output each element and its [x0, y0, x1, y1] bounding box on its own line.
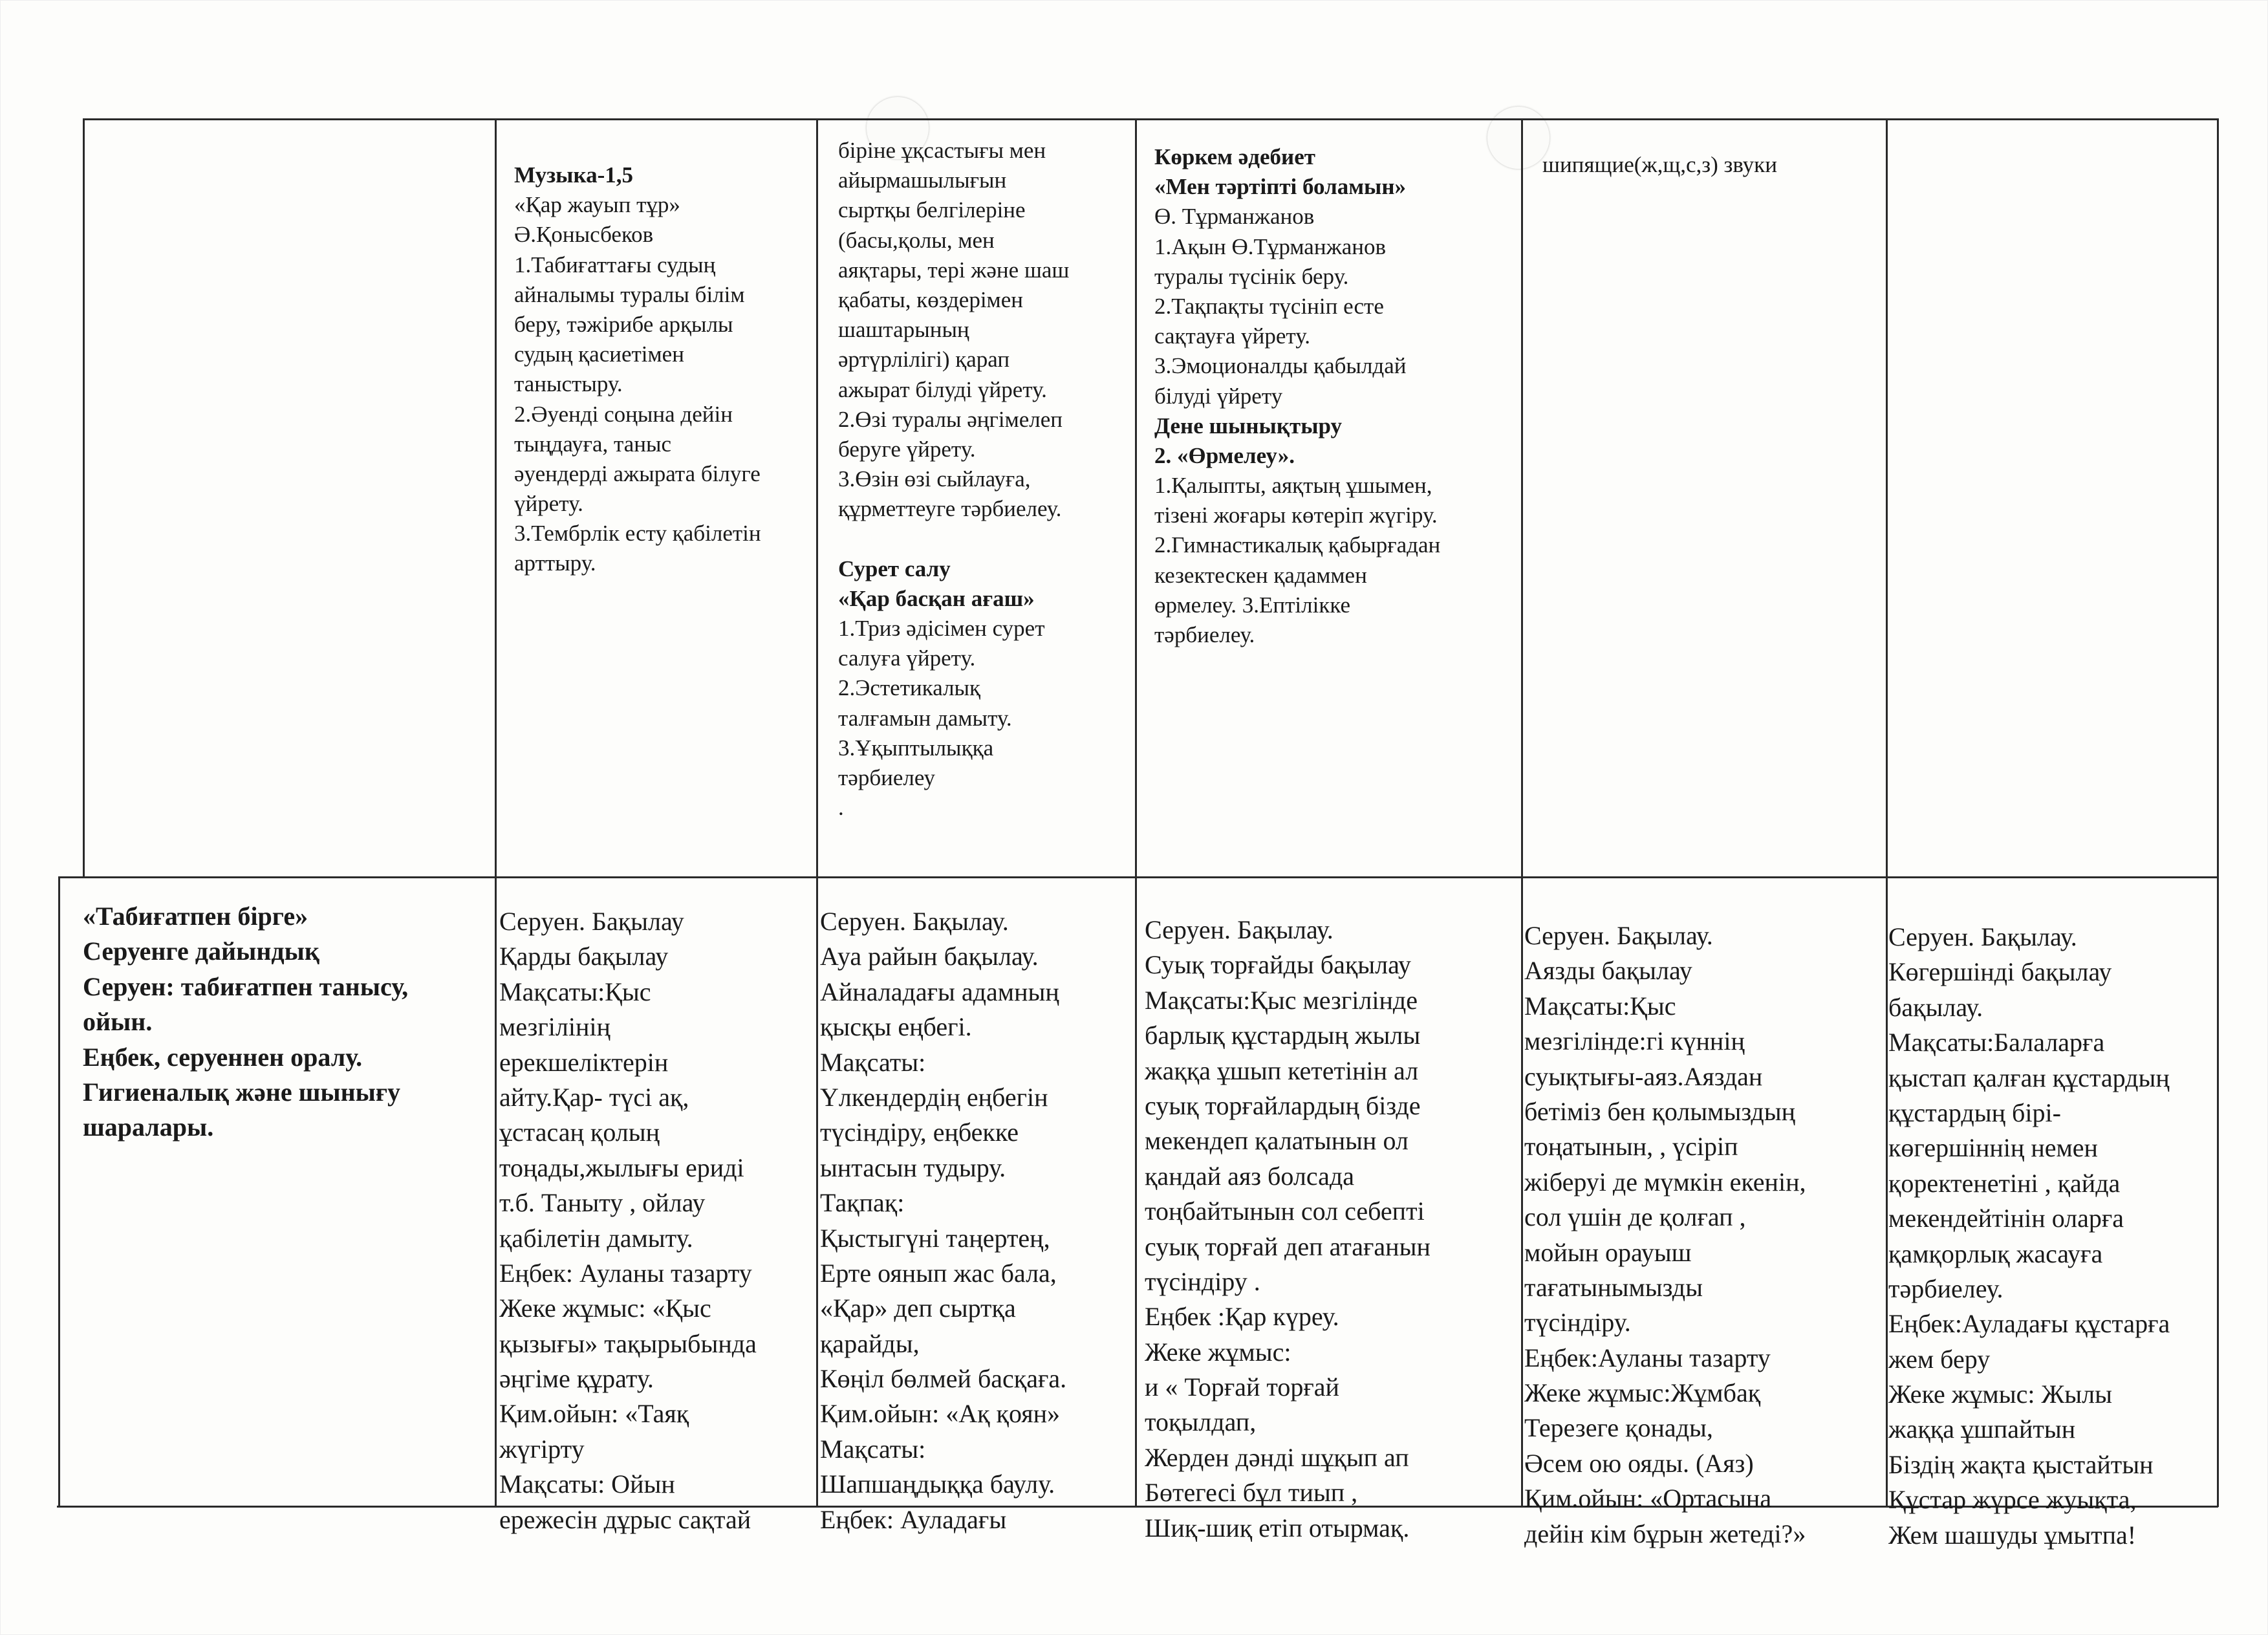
cell-text-line: айту.Қар- түсі ақ,: [499, 1082, 689, 1112]
cell-text-line: таныстыру.: [514, 371, 623, 397]
cell-text-line: қоректенетіні , қайда: [1888, 1168, 2121, 1198]
cell-text-line: «Қар» деп сыртқа: [820, 1294, 1016, 1323]
cell-text-line: «Қар жауып тұр»: [514, 192, 680, 218]
cell-text-line: қысқы еңбегі.: [820, 1012, 972, 1042]
cell-text-line: суықтығы-аяз.Аяздан: [1524, 1061, 1763, 1091]
row2-cell-walk-3: [1145, 913, 1520, 1546]
table-row-divider: [58, 876, 2218, 878]
cell-text-line: 2.Әуенді соңына дейін: [514, 401, 733, 427]
cell-text-line: ажырат білуді үйрету.: [838, 376, 1047, 402]
cell-text-line: ұстасаң қолың: [499, 1118, 660, 1147]
cell-text-line: Мақсаты:Балаларға: [1888, 1028, 2105, 1057]
cell-text-line: Біздің жақта қыстайтын: [1888, 1449, 2154, 1479]
cell-text-line: мекендейтінін оларға: [1888, 1204, 2124, 1233]
cell-text-line: Шапшаңдыққа баулу.: [820, 1469, 1055, 1499]
cell-text-line: Үлкендердің еңбегін: [820, 1082, 1048, 1112]
cell-text-line: тоңады,жылығы ериді: [499, 1153, 744, 1182]
cell-text-line: Еңбек: Ауланы тазарту: [499, 1258, 752, 1288]
cell-text-line: Жеке жұмыс: «Қыс: [499, 1294, 711, 1323]
row2-cell-heading: [83, 899, 490, 1145]
column-divider-1: [495, 118, 497, 1507]
cell-text-line: 3.Эмоционалды қабылдай: [1154, 353, 1407, 379]
cell-text-line: білуді үйрету: [1154, 383, 1283, 409]
cell-text-line: қамқорлық жасауға: [1888, 1239, 2103, 1268]
cell-text-line: туралы түсінік беру.: [1154, 263, 1349, 289]
cell-text-line: үйрету.: [514, 491, 583, 517]
cell-text-line: қыстап қалған құстардың: [1888, 1063, 2170, 1092]
cell-text-line: Жем шашуды ұмытпа!: [1888, 1520, 2137, 1550]
cell-text-line: Еңбек: Ауладағы: [820, 1504, 1007, 1534]
cell-text-line: Мақсаты:: [820, 1047, 926, 1077]
cell-text-line: мойын орауыш: [1524, 1237, 1692, 1267]
cell-text-line: Тақпақ:: [820, 1188, 905, 1218]
cell-text-line: Ерте оянып жас бала,: [820, 1258, 1057, 1288]
cell-text-line: Қим.ойын: «Таяқ: [499, 1399, 689, 1429]
cell-text-line: Жеке жұмыс:Жұмбақ: [1524, 1378, 1761, 1408]
cell-text-line: Қим.ойын: «Ортасына: [1524, 1484, 1772, 1513]
cell-text-line: тәрбиелеу.: [1154, 622, 1255, 647]
cell-text-line: жем беру: [1888, 1344, 1991, 1374]
column-divider-4: [1521, 118, 1523, 1507]
cell-text-line: Қим.ойын: «Ақ қоян»: [820, 1399, 1060, 1429]
cell-text-line: Музыка-1,5: [514, 162, 634, 188]
cell-text-line: Суық торғайды бақылау: [1145, 950, 1411, 980]
cell-text-line: Серуен. Бақылау.: [1888, 922, 2077, 951]
cell-text-line: Еңбек:Ауладағы құстарға: [1888, 1309, 2170, 1339]
cell-text-line: бетіміз бен қолымыздың: [1524, 1096, 1796, 1126]
cell-text-line: тоңатынын, , үсіріп: [1524, 1132, 1738, 1162]
cell-text-line: 2.Өзі туралы әңгімелеп: [838, 406, 1063, 432]
cell-text-line: Құстар жүрсе жуықта,: [1888, 1485, 2137, 1515]
cell-text-line: талғамын дамыту.: [838, 705, 1012, 731]
cell-text-line: Бөтегесі бұл тиып ,: [1145, 1478, 1358, 1508]
cell-text-line: салуға үйрету.: [838, 645, 976, 671]
cell-text-line: беруге үйрету.: [838, 436, 976, 462]
cell-text-line: аяқтары, тері және шаш: [838, 257, 1070, 283]
cell-text-line: «Мен тәртіпті боламын»: [1154, 174, 1407, 200]
cell-text-line: Серуенге дайындық: [83, 937, 319, 966]
cell-text-line: арттыру.: [514, 550, 596, 576]
cell-text-line: 2.Эстетикалық: [838, 675, 981, 701]
cell-text-line: шипящие(ж,щ,с,з) звуки: [1542, 152, 1777, 177]
row1-cell-drawing: [838, 136, 1132, 823]
cell-text-line: Аязды бақылау: [1524, 956, 1692, 986]
cell-text-line: судың қасиетімен: [514, 341, 684, 367]
cell-text-line: Әсем ою ояды. (Аяз): [1524, 1448, 1754, 1478]
row1-cell-music: [514, 160, 812, 579]
cell-text-line: қабаты, көздерімен: [838, 287, 1023, 312]
cell-text-line: Серуен. Бақылау.: [1524, 921, 1713, 950]
cell-text-line: Серуен: табиғатпен танысу,: [83, 971, 409, 1001]
cell-text-line: тізені жоғары көтеріп жүгіру.: [1154, 503, 1438, 528]
cell-text-line: суық торғай деп атағанын: [1145, 1231, 1431, 1261]
cell-text-line: Ө. Тұрманжанов: [1154, 204, 1315, 230]
cell-text-line: Көркем әдебиет: [1154, 144, 1315, 169]
cell-text-line: қабілетін дамыту.: [499, 1223, 693, 1253]
cell-text-line: беру, тәжірибе арқылы: [514, 311, 733, 337]
cell-text-line: Еңбек:Ауланы тазарту: [1524, 1343, 1771, 1372]
cell-text-line: Мақсаты: Ойын: [499, 1469, 675, 1499]
cell-text-line: Жеке жұмыс:: [1145, 1337, 1291, 1367]
cell-text-line: Жеке жұмыс: Жылы: [1888, 1380, 2112, 1409]
cell-text-line: мекендеп қалатынын ол: [1145, 1126, 1409, 1156]
cell-text-line: Қарды бақылау: [499, 942, 669, 971]
table-left-border-bottom: [58, 876, 60, 1507]
cell-text-line: кезектескен қадаммен: [1154, 562, 1367, 588]
table-right-border: [2217, 118, 2219, 1507]
cell-text-line: т.б. Таныту , ойлау: [499, 1188, 706, 1218]
cell-text-line: сол үшін де қолғап ,: [1524, 1202, 1746, 1232]
table-top-border: [83, 118, 2218, 120]
cell-text-line: Еңбек :Қар күреу.: [1145, 1302, 1339, 1332]
cell-text-line: түсіндіру, еңбекке: [820, 1118, 1019, 1147]
cell-text-line: көгершіннің немен: [1888, 1133, 2098, 1163]
cell-text-line: Мақсаты:: [820, 1434, 926, 1464]
row1-cell-literature: [1154, 142, 1517, 650]
cell-text-line: Гигиеналық және шынығу: [83, 1077, 401, 1107]
cell-text-line: тоңбайтынын сол себепті: [1145, 1196, 1425, 1226]
cell-text-line: 3.Ұқыптылыққа: [838, 735, 994, 761]
cell-text-line: түсіндіру .: [1145, 1266, 1260, 1296]
cell-text-line: түсіндіру.: [1524, 1308, 1631, 1337]
cell-text-line: 3.Өзін өзі сыйлауға,: [838, 466, 1031, 492]
cell-text-line: құстардың бірі-: [1888, 1098, 2061, 1127]
cell-text-line: Мақсаты:Қыс: [499, 977, 651, 1006]
cell-text-line: 3.Тембрлік есту қабілетін: [514, 521, 761, 547]
cell-text-line: тәрбиелеу.: [1888, 1273, 2003, 1303]
cell-text-line: шаштарының: [838, 317, 969, 343]
cell-text-line: Қыстыгүні таңертең,: [820, 1223, 1050, 1253]
cell-text-line: 2.Тақпақты түсініп есте: [1154, 293, 1384, 319]
cell-text-line: тағатынымызды: [1524, 1272, 1703, 1302]
cell-text-line: жүгірту: [499, 1434, 585, 1464]
cell-text-line: Дене шынықтыру: [1154, 413, 1343, 439]
cell-text-line: Мақсаты:Қыс мезгілінде: [1145, 985, 1418, 1015]
cell-text-line: дейін кім бұрын жетеді?»: [1524, 1519, 1806, 1548]
cell-text-line: 2. «Өрмелеу».: [1154, 442, 1295, 468]
cell-text-line: Серуен. Бақылау: [499, 907, 684, 936]
cell-text-line: шаралары.: [83, 1112, 214, 1142]
cell-text-line: құрметтеуге тәрбиелеу.: [838, 496, 1062, 522]
cell-text-line: 1.Триз әдісімен сурет: [838, 616, 1045, 641]
cell-text-line: Жерден дәнді шұқып ап: [1145, 1442, 1409, 1472]
cell-text-line: ережесін дұрыс сақтай: [499, 1504, 751, 1534]
cell-text-line: қарайды,: [820, 1328, 920, 1358]
row2-cell-walk-1: [499, 904, 815, 1537]
column-divider-5: [1886, 118, 1888, 1507]
cell-text-line: тоқылдап,: [1145, 1407, 1257, 1437]
cell-text-line: [838, 524, 1132, 554]
cell-text-line: 1.Табиғаттағы судың: [514, 252, 716, 277]
cell-text-line: мезгілінде:гі күннің: [1524, 1026, 1745, 1056]
cell-text-line: Ауа райын бақылау.: [820, 942, 1039, 971]
cell-text-line: тыңдауға, таныс: [514, 431, 672, 457]
cell-text-line: Көңіл бөлмей басқаға.: [820, 1364, 1067, 1394]
cell-text-line: Ә.Қонысбеков: [514, 222, 654, 248]
cell-text-line: біріне ұқсастығы мен: [838, 138, 1046, 163]
cell-text-line: сыртқы белгілеріне: [838, 197, 1026, 223]
cell-text-line: суық торғайлардың бізде: [1145, 1090, 1421, 1120]
cell-text-line: айналымы туралы білім: [514, 281, 745, 307]
cell-text-line: әртүрлілігі) қарап: [838, 347, 1010, 373]
cell-text-line: бақылау.: [1888, 992, 1983, 1022]
cell-text-line: Серуен. Бақылау.: [1145, 915, 1334, 944]
cell-text-line: жаққа ұшып кететінін ал: [1145, 1056, 1419, 1085]
cell-text-line: тәрбиелеу: [838, 764, 936, 790]
cell-text-line: 1.Қалыпты, аяқтың ұшымен,: [1154, 473, 1432, 499]
cell-text-line: 2.Гимнастикалық қабырғадан: [1154, 532, 1441, 558]
cell-text-line: ерекшеліктерін: [499, 1047, 669, 1077]
cell-text-line: 1.Ақын Ө.Тұрманжанов: [1154, 233, 1387, 259]
cell-text-line: Сурет салу: [838, 556, 951, 581]
row2-cell-walk-4: [1524, 918, 1884, 1552]
cell-text-line: ойын.: [83, 1007, 153, 1037]
cell-text-line: жіберуі де мүмкін екенін,: [1524, 1167, 1806, 1196]
cell-text-line: .: [838, 795, 844, 821]
column-divider-2: [816, 118, 818, 1507]
cell-text-line: жаққа ұшпайтын: [1888, 1414, 2076, 1444]
cell-text-line: мезгілінің: [499, 1012, 610, 1042]
cell-text-line: әңгіме құрату.: [499, 1364, 654, 1394]
cell-text-line: Мақсаты:Қыс: [1524, 991, 1676, 1021]
cell-text-line: «Табиғатпен бірге»: [83, 902, 308, 931]
cell-text-line: барлық құстардың жылы: [1145, 1021, 1421, 1050]
cell-text-line: қызығы» тақырыбында: [499, 1328, 757, 1358]
cell-text-line: қандай аяз болсада: [1145, 1161, 1354, 1191]
cell-text-line: Көгершінді бақылау: [1888, 957, 2112, 987]
cell-text-line: и « Торғай торғай: [1145, 1372, 1339, 1402]
table-left-border-top: [83, 118, 85, 878]
cell-text-line: ынтасын тудыру.: [820, 1153, 1006, 1182]
cell-text-line: айырмашылығын: [838, 168, 1007, 193]
row1-cell-speech: [1542, 150, 1882, 180]
cell-text-line: «Қар басқан ағаш»: [838, 585, 1035, 611]
cell-text-line: Терезеге қонады,: [1524, 1413, 1713, 1443]
cell-text-line: Еңбек, серуеннен оралу.: [83, 1042, 363, 1072]
column-divider-3: [1135, 118, 1137, 1507]
cell-text-line: сақтауға үйрету.: [1154, 323, 1310, 349]
cell-text-line: (басы,қолы, мен: [838, 227, 995, 253]
row2-cell-walk-5: [1888, 920, 2216, 1553]
cell-text-line: Серуен. Бақылау.: [820, 907, 1009, 936]
cell-text-line: Шиқ-шиқ етіп отырмақ.: [1145, 1513, 1410, 1543]
cell-text-line: Айналадағы адамның: [820, 977, 1059, 1006]
cell-text-line: өрмелеу. 3.Ептілікке: [1154, 592, 1351, 618]
cell-text-line: әуендерді ажырата білуге: [514, 460, 761, 486]
row2-cell-walk-2: [820, 904, 1133, 1537]
